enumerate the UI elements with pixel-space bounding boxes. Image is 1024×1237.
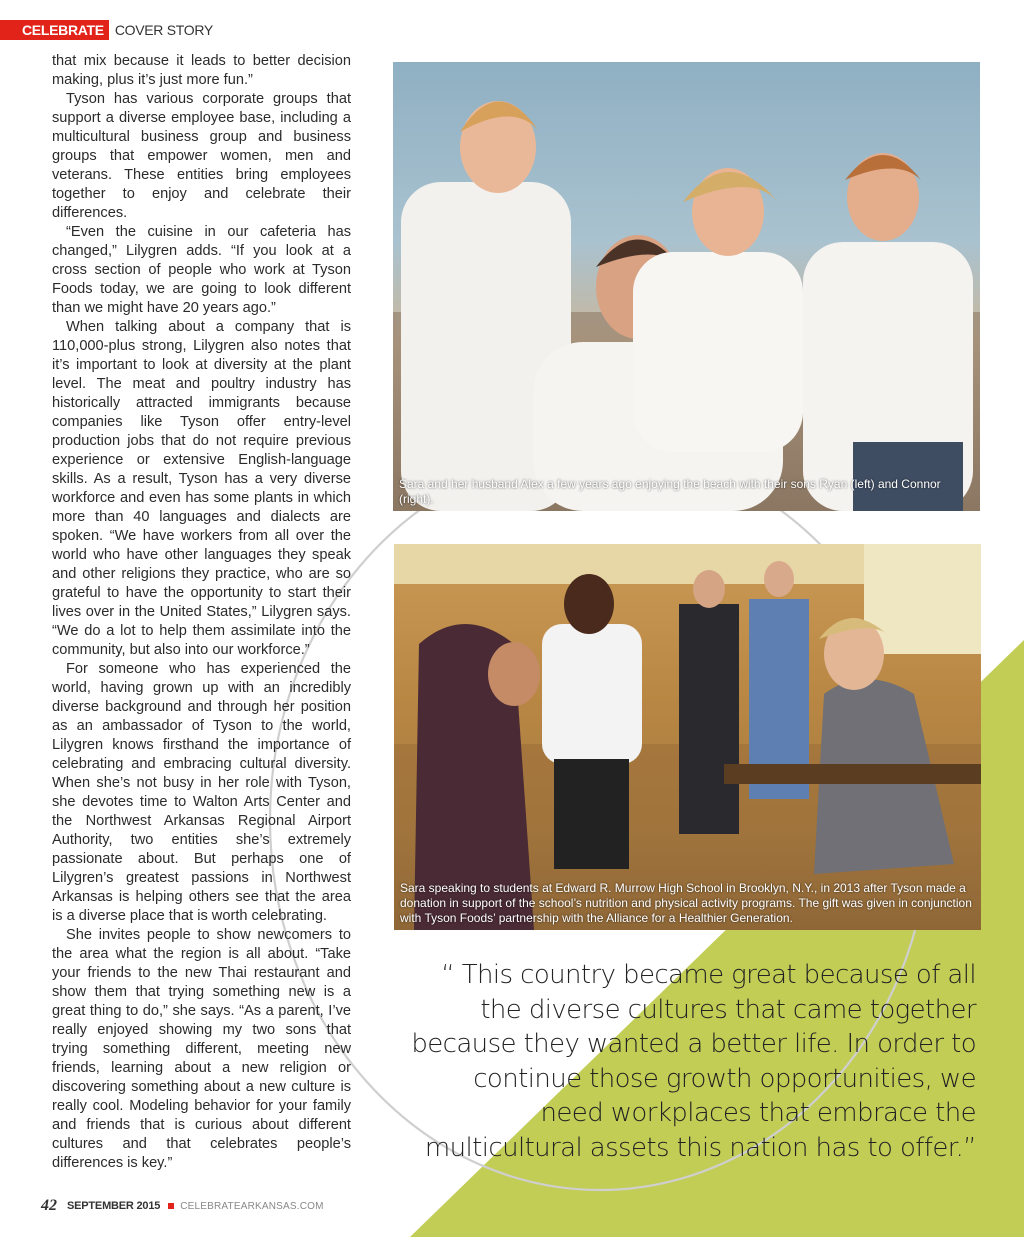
family-photo-illustration bbox=[393, 62, 980, 511]
article-paragraph: Tyson has various corporate groups that support a diverse employee base, including a multicultural business group and business groups that empower women, men and veterans. These entities bring employees together to enjoy and celebrate their differences. bbox=[52, 91, 351, 221]
article-paragraph: For someone who has experienced the world, having grown up with an incredibly diverse background and through her position as an ambassador of Tyson to the world, Lilygren knows firsthand the importance of celebrating and embracing cultural diversity. When she’s not busy in her role with Tyson, she devotes time to Walton Arts Center and the Northwest Arkansas Regional Airport Authority, two entities she’s extremely passionate about. But perhaps one of Lilygren’s greatest passions in Northwest Arkansas is helping others see that the area is a diverse place that is worth celebrating. bbox=[52, 661, 351, 924]
red-square-icon bbox=[168, 1203, 174, 1209]
article-paragraph: She invites people to show newcomers to the area what the region is all about. “Take your friends to the new Thai restaurant and show them that trying something new is a great thing to do,” she says. “As a parent, I’ve really enjoyed showing my two sons that trying something different, meeting new friends, learning about a new religion or discovering something about a new culture is really cool. Modeling behavior for your family and friends that is curious about different cultures and that celebrates people’s differences is key.” bbox=[52, 927, 351, 1171]
issue-date: SEPTEMBER 2015 bbox=[67, 1200, 161, 1212]
pull-quote: “ This country became great because of all the diverse cultures that came together because they wanted a better life. In order to continue those growth opportunities, we need workplaces that embrace the multicultural assets this nation has to offer.” bbox=[411, 960, 976, 1163]
photo-caption: Sara speaking to students at Edward R. Murrow High School in Brooklyn, N.Y., in 2013 after Tyson made a donation in support of the school’s nutrition and physical activity programs. The gift was given in conjunction with Tyson Foods’ partnership with the Alliance for a Healthier Generation. bbox=[400, 881, 972, 925]
family-beach-photo bbox=[393, 62, 980, 511]
page-footer bbox=[41, 1198, 324, 1214]
school-photo-illustration bbox=[394, 544, 981, 930]
article-paragraph: When talking about a company that is 110,000-plus strong, Lilygren also notes that it’s important to look at diversity at the plant level. The meat and poultry industry has historically attracted immigrants because companies like Tyson offer entry-level production jobs that do not require previous experience or extensive English-language skills. As a result, Tyson has a very diverse workforce and even has some plants in which more than 40 languages and dialects are spoken. “We have workers from all over the world who have other languages they speak and other religions they practice, who are so grateful to have the opportunity to start their lives over in the United States,” Lilygren says. “We do a lot to help them assimilate into the community, but also into our workforce.” bbox=[52, 319, 351, 658]
celebrate-tag: CELEBRATE bbox=[0, 20, 109, 40]
section-label: COVER STORY bbox=[114, 22, 213, 38]
article-paragraph: “Even the cuisine in our cafeteria has changed,” Lilygren adds. “If you look at a cross section of people who work at Tyson Foods today, we are going to look different than we might have 20 years ago.” bbox=[52, 224, 351, 316]
website-link[interactable]: CELEBRATEARKANSAS.COM bbox=[180, 1200, 324, 1212]
page-header bbox=[0, 20, 213, 40]
article-body bbox=[52, 52, 351, 1173]
page-number: 42 bbox=[41, 1197, 57, 1214]
photo-caption: Sara and her husband Alex a few years ago enjoying the beach with their sons Ryan (left) and Connor (right). bbox=[399, 477, 941, 506]
article-paragraph: that mix because it leads to better decision making, plus it’s just more fun.” bbox=[52, 53, 351, 88]
school-visit-photo bbox=[394, 544, 981, 930]
